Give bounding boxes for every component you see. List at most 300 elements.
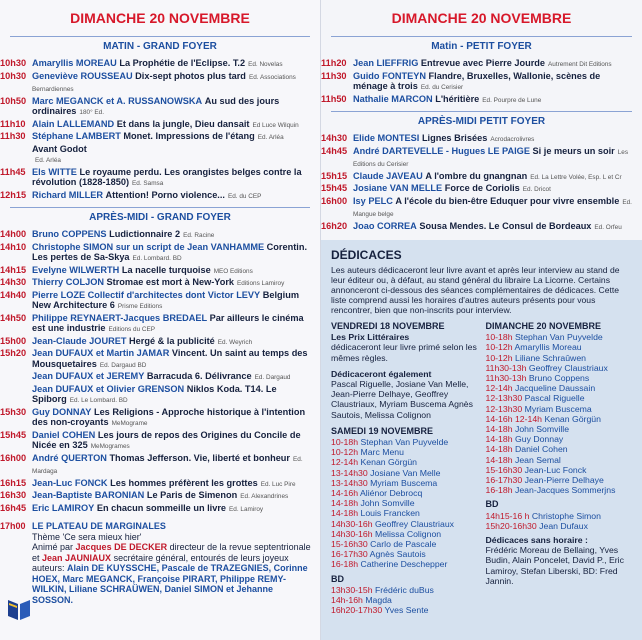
also-title: Dédicaceront également	[331, 368, 432, 379]
signing-row	[331, 498, 478, 508]
event-title: Force de Coriolis	[444, 183, 520, 193]
event-publisher: Ed. Pourpre de Lune	[482, 96, 542, 104]
event-publisher: Ed. Alexandrines	[240, 493, 289, 500]
event-time: 16h30	[0, 490, 27, 500]
signing-time: 15h20-16h30	[485, 520, 537, 531]
dedicaces-col-right	[482, 321, 637, 615]
event-row	[0, 190, 320, 203]
event-body	[353, 58, 634, 71]
signing-name: Aliénor Debrocq	[360, 488, 423, 499]
signing-row	[331, 478, 478, 488]
event-title: L'héritière	[435, 93, 480, 104]
signing-name: Stephan Van Puyvelde	[360, 437, 449, 448]
event-body	[32, 265, 312, 278]
signing-time: 14-18h	[331, 508, 359, 519]
signing-time: 12-13h30	[485, 393, 523, 404]
event-row	[321, 183, 642, 196]
nohour-text: Frédéric Moreau de Bellaing, Yves Budin, Alain Poncelet, David P., Eric Lamiroy, Stefan Liberski, BD: Fred Jannin.	[485, 545, 624, 586]
event-title: Corentin. Les pertes de Sa-Skya	[32, 241, 307, 262]
signing-time: 11h30-13h	[485, 373, 527, 384]
event-author: Pierre LOZE Collectif d'architectes dont Victor LEVY	[32, 289, 261, 300]
morning-list-small	[321, 58, 642, 106]
signing-row	[486, 363, 633, 373]
event-author: Amaryllis MOREAU	[32, 58, 117, 68]
event-body	[32, 229, 312, 242]
event-author: Bruno COPPENS	[32, 229, 107, 239]
event-body	[32, 407, 312, 430]
signing-time: 15-16h30	[485, 464, 523, 475]
event-time: 14h30	[0, 277, 27, 287]
signing-time: 14-16h 12-14h	[485, 413, 543, 424]
signing-time: 10-18h	[485, 332, 513, 343]
event-publisher: Editions du CEP	[108, 326, 156, 333]
divider	[10, 36, 310, 37]
event-row	[0, 348, 320, 371]
friday-subtitle: Les Prix Littéraires	[331, 332, 410, 343]
event-body	[32, 336, 312, 349]
event-time: 11h50	[321, 93, 347, 104]
signing-time: 14h30-16h	[331, 528, 373, 539]
event-time: 11h30	[321, 70, 347, 81]
event-body	[353, 221, 634, 234]
event-row	[0, 313, 320, 336]
event-author: Joao CORREA	[353, 220, 417, 231]
event-title: Attention! Porno violence...	[105, 189, 225, 200]
event-time: 15h00	[0, 335, 27, 346]
event-author: Guido FONTEYN	[353, 70, 426, 81]
event-author: André DARTEVELLE - Hugues LE PAIGE	[353, 145, 530, 156]
event-title: Sousa Mendes. Le Consul de Bordeaux	[419, 220, 592, 231]
signing-name: Myriam Buscema	[370, 477, 438, 488]
signing-row	[486, 404, 633, 414]
signing-row	[486, 465, 633, 475]
event-time: 14h30	[321, 133, 348, 143]
event-title: Le royaume perdu. Les orangistes belges contre la révolution (1828-1850)	[32, 166, 302, 187]
signing-name: Josiane Van Melle	[370, 467, 441, 478]
signing-name: Geoffrey Claustriaux	[374, 518, 454, 529]
event-body	[32, 290, 312, 313]
event-time: 14h10	[0, 241, 27, 252]
event-time: 16h00	[0, 452, 27, 463]
event-title: Lignes Brisées	[421, 133, 488, 143]
event-publisher: Ed. Associations Bernardiennes	[32, 73, 296, 93]
signing-name: Stephan Van Puyvelde	[514, 332, 603, 343]
signing-name: Carlo de Pascale	[370, 539, 437, 550]
event-title: Monet. Impressions de l'étang	[123, 131, 255, 141]
event-title: Thomas Jefferson. Vie, liberté et bonheur	[109, 452, 290, 463]
afternoon-list-small	[321, 133, 642, 233]
event-title: Par ailleurs le cinéma est une industrie	[32, 312, 304, 333]
signing-row	[331, 595, 478, 605]
section-title-morning-small: Matin - PETIT FOYER	[431, 41, 532, 52]
event-title: En chacun sommeille un livre	[96, 502, 227, 513]
signing-row	[486, 424, 633, 434]
signing-row	[331, 447, 478, 457]
event-author: Claude JAVEAU	[353, 170, 423, 181]
divider	[331, 111, 632, 112]
event-title: Dix-sept photos plus tard	[135, 70, 246, 81]
event-author: Guy DONNAY	[32, 406, 92, 417]
event-body	[32, 277, 312, 290]
signing-name: Jean-Pierre Delhaye	[524, 475, 604, 486]
event-body	[32, 119, 312, 132]
event-author: Richard MILLER	[32, 189, 103, 200]
event-row	[0, 407, 320, 430]
divider	[331, 36, 632, 37]
event-publisher: Ed. Dargaud	[254, 374, 291, 381]
event-time: 11h10	[0, 118, 26, 129]
event-title: Au sud des jours ordinaires	[32, 95, 280, 116]
signing-row	[486, 444, 633, 454]
event-title: Niklos Koda. T14. Le Spiborg	[32, 383, 277, 404]
signing-time: 16-18h	[331, 559, 359, 570]
event-author: Elide MONTESI	[353, 133, 420, 143]
signing-time: 16h20-17h30	[331, 605, 383, 616]
event-body	[353, 171, 634, 184]
event-time: 14h50	[0, 312, 27, 323]
event-row	[321, 196, 642, 221]
event-row	[321, 58, 642, 71]
event-body	[32, 384, 312, 407]
event-publisher: Ed. Lombard. BD	[132, 255, 182, 262]
event-publisher: Ed. Samsa	[132, 180, 164, 187]
signing-row	[486, 383, 633, 393]
dedicaces-col-left	[327, 321, 482, 615]
event-row	[0, 478, 320, 491]
event-author: Stéphane LAMBERT	[32, 131, 121, 141]
book-logo-icon	[6, 596, 32, 622]
signing-name: Geoffrey Claustriaux	[528, 362, 608, 373]
signing-name: John Somville	[514, 424, 570, 435]
event-time: 16h15	[0, 477, 27, 488]
signing-row	[331, 549, 478, 559]
dedicaces-columns	[327, 321, 636, 615]
sunday-bd-title: BD	[485, 499, 499, 510]
signing-time: 13-14h30	[331, 467, 368, 478]
signing-time: 12-13h30	[485, 403, 523, 414]
signing-time: 14-18h	[485, 454, 513, 465]
event-publisher: Ed. La Lettre Volée, Esp. L et Cr	[530, 173, 622, 181]
signing-row	[331, 519, 478, 529]
event-publisher: MeMogrames	[90, 443, 130, 450]
signing-row	[486, 521, 633, 531]
signing-time: 14h-16h	[331, 595, 363, 606]
signing-row	[331, 585, 478, 595]
event-row	[0, 503, 320, 516]
signing-time: 12-14h	[331, 457, 359, 468]
event-publisher: Ed. du CEP	[227, 192, 262, 200]
saturday-bd-title: BD	[331, 573, 344, 584]
event-time: 14h15	[0, 264, 27, 275]
event-publisher: Editions Lamiroy	[237, 280, 285, 287]
event-row	[321, 221, 642, 234]
event-time: 15h20	[0, 348, 27, 358]
event-title: Entrevue avec Pierre Jourde	[420, 58, 546, 68]
event-time: 15h45	[0, 429, 27, 440]
event-title: A l'école du bien-être Eduquer pour vivre ensemble	[395, 195, 620, 206]
event-publisher: Ed. Mangue belge	[353, 198, 632, 218]
signing-name: Magda	[365, 595, 392, 606]
event-author: Marc MEGANCK et A. RUSSANOWSKA	[32, 95, 203, 106]
friday-text: dédicaceront leur livre primé selon les mêmes règles.	[331, 342, 477, 363]
event-row	[0, 490, 320, 503]
signing-name: Bruno Coppens	[528, 373, 590, 384]
event-title: Belgium New Architecture 6	[32, 289, 299, 310]
event-publisher: Ed. du Cerisier	[420, 84, 464, 91]
signing-time: 14-18h	[485, 444, 513, 455]
event-row	[321, 71, 642, 94]
event-row	[0, 119, 320, 132]
event-body	[32, 242, 312, 265]
signing-name: Agnès Sautois	[369, 549, 426, 560]
event-author: Daniel COHEN	[32, 429, 96, 440]
signing-time: 13h30-15h	[331, 584, 373, 595]
event-publisher: Ed. Mardaga	[32, 455, 303, 475]
signing-row	[331, 488, 478, 498]
signing-time: 14-18h	[331, 498, 359, 509]
event-author: Thierry COLJON	[32, 277, 104, 287]
signing-time: 12-14h	[485, 383, 513, 394]
plateau-block	[0, 521, 320, 605]
event-row	[321, 171, 642, 184]
event-publisher: Ed. Racine	[183, 232, 215, 239]
event-row	[0, 96, 320, 119]
signing-name: Pascal Riguelle	[524, 393, 585, 404]
event-body	[32, 453, 312, 478]
event-time: 16h45	[0, 502, 27, 513]
event-body	[32, 490, 312, 503]
event-time: 10h30	[0, 70, 27, 81]
signing-time: 14-16h	[331, 488, 359, 499]
event-title: La Prophétie de l'Eclipse. T.2	[119, 58, 246, 68]
signing-time: 10-18h	[331, 437, 359, 448]
signing-row	[486, 485, 633, 495]
signing-time: 10-12h	[485, 342, 513, 353]
event-publisher: Ed. Lamiroy	[229, 505, 264, 513]
signing-name: Yves Sente	[384, 605, 429, 616]
dedicaces-intro: Les auteurs dédicaceront leur livre avant et après leur interview au stand de leur éditeur ou, à défaut, au stand général du libraire La Licorne. Certains annonceront ci-dessous des séances complémentaires de dédicaces. Cette liste comprend aussi les horaires d'autres auteurs présents pour vous rencontrer, bien que non-inscrits pour interview.	[331, 265, 620, 315]
event-row	[0, 265, 320, 278]
event-body	[32, 313, 312, 336]
event-publisher: Ed Luce Wilquin	[252, 121, 299, 129]
event-title: Barracuda 6. Délivrance	[146, 371, 252, 381]
event-author: Alain LALLEMAND	[32, 118, 115, 129]
signing-name: Kenan Görgün	[360, 457, 417, 468]
signing-row	[486, 353, 633, 363]
signing-time: 14-18h	[485, 434, 513, 445]
event-publisher: MeMograme	[111, 420, 148, 427]
event-author: Eric LAMIROY	[32, 502, 95, 513]
event-publisher: Prisme Editions	[117, 303, 163, 310]
signing-name: Jean Dufaux	[539, 520, 588, 531]
signing-time: 11h30-13h	[485, 362, 527, 373]
signing-name: Myriam Buscema	[524, 403, 592, 414]
event-publisher: Ed. Le Lombard. BD	[69, 397, 128, 404]
signing-name: Guy Donnay	[514, 434, 564, 445]
event-body	[32, 167, 312, 190]
signing-time: 16-17h30	[331, 549, 368, 560]
plateau-animators: Animé par Jacques DE DECKER directeur de la revue septentrionale et Jean JAUNIAUX secrétaire général, entourés de leurs joyeux auteurs: Alain DE KUYSSCHE, Pascale de TRAZEGNIES, Corinne HOEX, Marc MEGANCK, Françoise PIRART, Philippe REMY-WILKIN, Liliane SCHRAÜWEN, Daniel SIMON et Jehanne SOSSON.	[32, 542, 311, 605]
signing-row	[331, 605, 478, 615]
signing-time: 16-17h30	[485, 475, 523, 486]
event-title: Vincent. Un saint au temps des Mousquetaires	[32, 348, 308, 369]
event-author: Nathalie MARCON	[353, 93, 433, 104]
event-author: Jean DUFAUX et Olivier GRENSON	[32, 383, 185, 394]
signing-row	[486, 511, 633, 521]
event-time: 15h45	[321, 183, 348, 193]
signing-name: John Somville	[360, 498, 415, 509]
event-row	[0, 430, 320, 453]
signing-time: 15-16h30	[331, 539, 368, 550]
event-author: Jean-Luc FONCK	[32, 477, 108, 488]
event-author: Jean LIEFFRIG	[353, 58, 419, 68]
signing-name: Amaryllis Moreau	[514, 342, 582, 353]
event-title: Stromae est mort à New-York	[106, 277, 235, 287]
event-body	[353, 183, 634, 196]
event-row	[0, 384, 320, 407]
event-author: Jean DUFAUX et JEREMY	[32, 371, 145, 381]
event-publisher: Autrement Dit Editions	[548, 61, 612, 68]
event-title: Le Paris de Simenon	[146, 490, 238, 500]
morning-list	[0, 58, 320, 202]
event-row	[321, 94, 642, 107]
signing-name: Jacqueline Daussain	[514, 383, 596, 394]
event-row	[0, 453, 320, 478]
event-time: 11h45	[0, 166, 26, 177]
signing-name: Christophe Simon	[531, 510, 601, 521]
event-publisher: Ed. Orfeu	[594, 223, 622, 231]
event-publisher: MEO Editions	[213, 267, 253, 275]
plateau-theme: Thème 'Ce sera mieux hier'	[32, 531, 142, 542]
signing-row	[331, 539, 478, 549]
event-row	[321, 146, 642, 171]
dedicaces-panel	[321, 240, 642, 640]
event-time	[0, 371, 32, 384]
event-publisher: Ed. Weyrich	[217, 338, 253, 346]
event-title: La nacelle turquoise	[121, 264, 211, 275]
event-time: 10h30	[0, 58, 27, 68]
also-text: Pascal Riguelle, Josiane Van Melle, Jean-Pierre Delhaye, Geoffrey Claustriaux, Myriam Buscema Agnès Sautois, Melissa Colignon	[331, 379, 473, 420]
signing-row	[331, 468, 478, 478]
signing-time: 16-18h	[485, 485, 513, 496]
sunday-title: DIMANCHE 20 NOVEMBRE	[485, 321, 602, 331]
signing-row	[486, 332, 633, 342]
event-body	[32, 190, 312, 203]
event-body	[32, 371, 312, 384]
signing-row	[486, 414, 633, 424]
signing-row	[486, 393, 633, 403]
signing-row	[486, 475, 633, 485]
signing-row	[331, 437, 478, 447]
signing-name: Jean Semal	[514, 454, 561, 465]
event-body	[32, 58, 312, 71]
divider	[10, 207, 310, 208]
plateau-heading: LE PLATEAU DE MARGINALES	[32, 521, 166, 531]
event-body	[353, 71, 634, 94]
event-time: 11h30	[0, 131, 26, 141]
signing-name: Catherine Deschepper	[360, 559, 448, 570]
event-time: 12h15	[0, 189, 27, 200]
signing-name: Jean-Jacques Sommerjns	[514, 485, 616, 496]
event-title: Ludictionnaire 2	[109, 229, 181, 239]
event-row	[0, 336, 320, 349]
signing-row	[486, 434, 633, 444]
sunday-list	[486, 332, 633, 495]
nohour-title: Dédicaces sans horaire :	[485, 535, 588, 546]
event-publisher: Les Editions du Cerisier	[353, 148, 629, 168]
event-author: André QUERTON	[32, 452, 107, 463]
event-body	[353, 146, 634, 171]
event-author: Jean-Claude JOURET	[32, 335, 127, 346]
event-publisher-2: Ed. Arléa	[35, 157, 61, 164]
saturday-bd-list	[331, 585, 478, 616]
event-body	[32, 96, 312, 119]
event-body	[353, 196, 634, 221]
friday-title: VENDREDI 18 NOVEMBRE	[331, 321, 445, 331]
event-publisher: Ed. Novelas	[248, 61, 283, 68]
event-time: 14h00	[0, 229, 27, 239]
event-author: Josiane VAN MELLE	[353, 183, 443, 193]
signing-name: Daniel Cohen	[514, 444, 568, 455]
event-author: Jean-Baptiste BARONIAN	[32, 490, 145, 500]
signing-time: 14-18h	[485, 424, 513, 435]
signing-name: Kenan Görgün	[544, 413, 601, 424]
event-body	[32, 430, 312, 453]
day-title-left: DIMANCHE 20 NOVEMBRE	[70, 10, 250, 26]
signing-name: Louis Francken	[360, 508, 420, 519]
event-body	[353, 133, 634, 146]
event-time: 15h15	[321, 170, 348, 181]
event-author: Isy PELC	[353, 195, 393, 206]
signing-name: Jean-Luc Fonck	[524, 464, 587, 475]
event-publisher: 180° Ed.	[79, 109, 105, 116]
event-publisher: Acrodacrolivres	[490, 136, 535, 143]
signing-row	[486, 455, 633, 465]
event-author: Philippe REYNAERT-Jacques BREDAEL	[32, 312, 208, 323]
signing-name: Liliane Schraûwen	[514, 352, 586, 363]
saturday-title: SAMEDI 19 NOVEMBRE	[331, 425, 434, 436]
signing-name: Melissa Colignon	[374, 528, 442, 539]
event-time: 15h30	[0, 406, 27, 417]
event-body	[353, 94, 634, 107]
plateau-time: 17h00	[0, 521, 26, 531]
event-author: Geneviève ROUSSEAU	[32, 70, 133, 81]
event-row	[0, 277, 320, 290]
event-publisher: Ed. Dricot	[522, 186, 551, 193]
event-body	[32, 71, 312, 96]
signing-row	[486, 373, 633, 383]
event-author: Christophe SIMON sur un script de Jean VANHAMME	[32, 241, 265, 252]
event-row	[0, 290, 320, 313]
event-row	[0, 371, 320, 384]
signing-time: 10-12h	[331, 447, 359, 458]
event-time: 11h20	[321, 58, 347, 68]
event-time	[0, 384, 32, 407]
event-time: 16h00	[321, 195, 348, 206]
event-title: Et dans la jungle, Dieu dansait	[116, 118, 250, 129]
signing-name: Frédéric duBus	[374, 584, 434, 595]
event-author: Evelyne WILWERTH	[32, 264, 120, 275]
signing-row	[486, 342, 633, 352]
event-body	[32, 131, 312, 167]
event-row	[0, 58, 320, 71]
saturday-list	[331, 437, 478, 570]
section-title-afternoon: APRÈS-MIDI - GRAND FOYER	[89, 212, 231, 223]
event-time: 16h20	[321, 220, 348, 231]
event-row	[0, 71, 320, 96]
signing-row	[331, 529, 478, 539]
event-title: Les hommes préfèrent les grottes	[110, 477, 258, 488]
